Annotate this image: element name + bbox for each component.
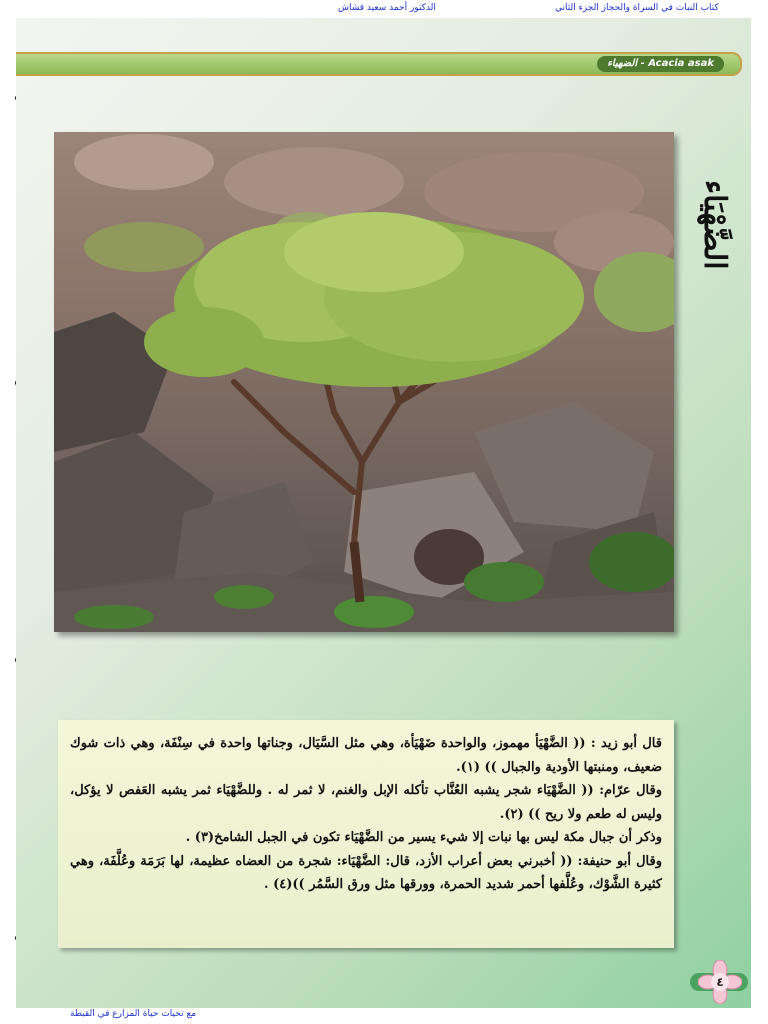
flower-page-badge: [698, 960, 742, 1004]
paragraph-abu-hanifa: وقال أبو حنيفة: (( أخبرني بعض أعراب الأزد، قال: الضَّهْيَاء: شجرة من العضاه عظيمة، لها بَرَمَة وعُلَّفَة، وهي كثيرة الشَّوْك، وعُلَّفها أحمر شديد الحمرة، وورقها مثل ورق السَّمُر ))(٤) .: [70, 853, 662, 892]
paragraph-arram: وقال عرّام: (( الضَّهْيَاء شجر يشبه العُنَّاب تأكله الإبل والغنم، لا ثمر له . وللضَّهْيَاء ثمر يشبه العَفص لا يؤكل، وليس له طعم ولا ريح )) (٢).: [70, 783, 662, 822]
plant-name-title: الضَّهْيَاء: [697, 180, 732, 270]
acacia-tree-photo: [54, 132, 674, 632]
page-number: ٤: [716, 975, 724, 989]
footer-credit-link[interactable]: مع تحيات حياة المزارع في القبطة: [70, 1009, 197, 1019]
paragraph-mecca: وذكر أن جبال مكة ليس بها نبات إلا شيء يسير من الضَّهْيَاء تكون في الجبل الشامخ(٣) .: [185, 830, 662, 845]
section-banner: [16, 52, 742, 76]
description-text-box: [58, 720, 674, 948]
flower-icon: [698, 960, 742, 1004]
author-header[interactable]: الدكتور أحمد سعيد قشاش: [338, 3, 436, 13]
species-label: الضهياء - Acacia asak: [597, 56, 724, 72]
book-title-header[interactable]: كتاب النبات في السراة والحجاز الجزء الثاني: [555, 3, 719, 13]
paragraph-abu-zaid: قال أبو زيد : (( الضَّهْيَأ مهموز، والواحدة ضَهْيَأة، وهي مثل السَّيَال، وجناتها واحدة في سِنْفَة، وهي ذات شوك ضعيف، ومنبتها الأودية والجبال )) (١).: [70, 736, 662, 775]
